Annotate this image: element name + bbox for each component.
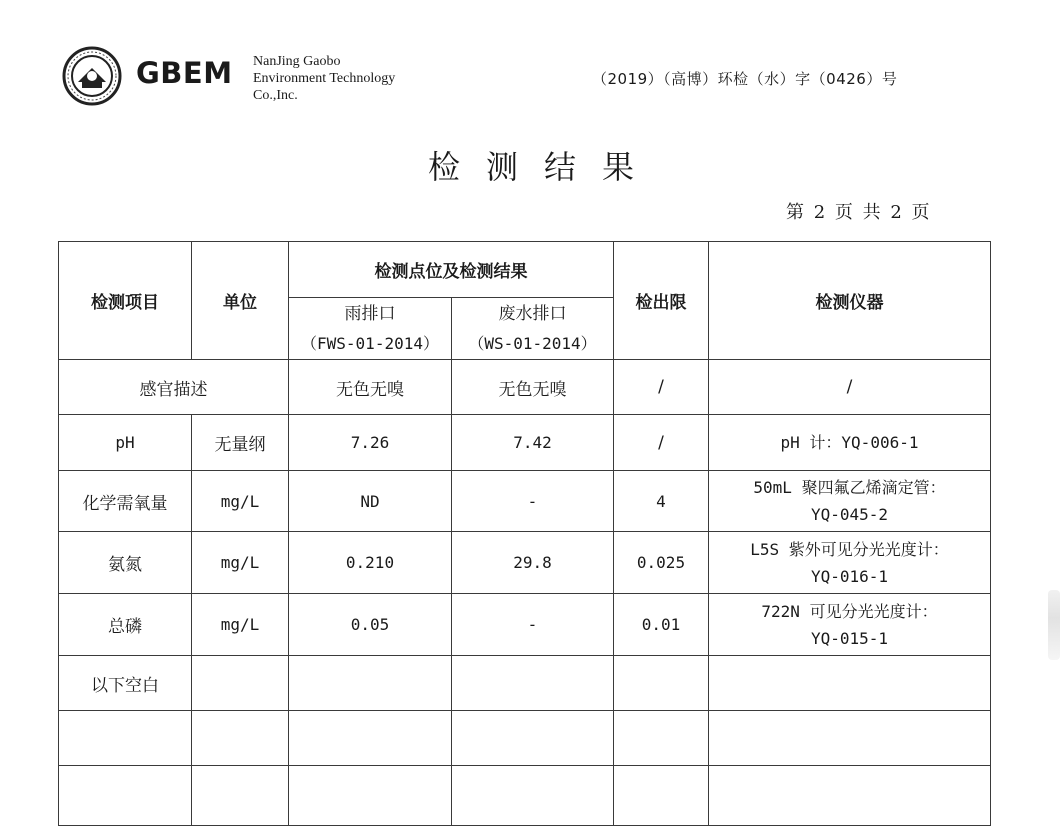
cell-instrument: / xyxy=(709,360,991,415)
header-point-1 xyxy=(289,298,452,360)
header-group: 检测点位及检测结果 xyxy=(289,242,614,298)
empty-cell xyxy=(192,711,289,766)
company-seal-logo xyxy=(62,46,122,106)
page-title: 检测结果 xyxy=(427,148,660,186)
cell-instrument xyxy=(709,415,991,471)
instrument-line: YQ-015-1 xyxy=(810,628,889,648)
header-point-2 xyxy=(452,298,614,360)
point-2-code: （WS-01-2014） xyxy=(468,333,597,353)
empty-cell xyxy=(452,656,614,711)
empty-cell xyxy=(192,766,289,826)
cell-instrument xyxy=(709,471,991,532)
table-row xyxy=(59,711,991,766)
cell-item: 感官描述 xyxy=(59,360,289,415)
cell-point-1: 0.210 xyxy=(289,532,452,594)
empty-cell xyxy=(614,711,709,766)
empty-cell xyxy=(614,656,709,711)
document-number: （2019）（高博）环检（水）字（0426）号 xyxy=(592,70,898,88)
cell-limit: / xyxy=(614,360,709,415)
point-1-code: （FWS-01-2014） xyxy=(301,333,439,353)
cell-limit: 4 xyxy=(614,471,709,532)
table-row xyxy=(59,532,991,594)
cell-point-2: 29.8 xyxy=(452,532,614,594)
empty-cell xyxy=(59,711,192,766)
instrument-line: 50mL 聚四氟乙烯滴定管： xyxy=(753,478,946,497)
table-row xyxy=(59,415,991,471)
cell-unit: 无量纲 xyxy=(192,415,289,471)
instrument-line: L5S 紫外可见分光光度计： xyxy=(750,539,949,559)
empty-cell xyxy=(452,766,614,826)
cell-instrument xyxy=(709,532,991,594)
empty-cell xyxy=(709,656,991,711)
table-row xyxy=(59,656,991,711)
empty-cell xyxy=(192,656,289,711)
cell-unit: mg/L xyxy=(192,594,289,656)
cell-point-2: - xyxy=(452,471,614,532)
point-2-name: 废水排口 xyxy=(498,303,567,324)
cell-limit: 0.01 xyxy=(614,594,709,656)
company-name xyxy=(253,53,395,104)
cell-point-1: 7.26 xyxy=(289,415,452,471)
cell-item: 氨氮 xyxy=(59,532,192,594)
empty-cell xyxy=(709,711,991,766)
header-item: 检测项目 xyxy=(59,242,192,360)
company-line: Environment Technology xyxy=(253,71,396,86)
empty-cell xyxy=(289,711,452,766)
cell-limit: 0.025 xyxy=(614,532,709,594)
cell-point-2: 7.42 xyxy=(452,415,614,471)
scan-artifact xyxy=(1048,590,1060,660)
cell-point-1: 无色无嗅 xyxy=(289,360,452,415)
company-line: Co.,Inc. xyxy=(253,88,298,103)
point-1-name: 雨排口 xyxy=(344,303,396,324)
cell-item: 化学需氧量 xyxy=(59,471,192,532)
cell-point-2: - xyxy=(452,594,614,656)
empty-cell xyxy=(289,656,452,711)
header-row xyxy=(59,242,991,298)
page-indicator: 第 2 页 共 2 页 xyxy=(786,202,932,223)
table-row xyxy=(59,766,991,826)
instrument-line: YQ-045-2 xyxy=(810,505,889,524)
logo-wordmark: GBEM xyxy=(136,56,233,90)
instrument-line: pH 计：YQ-006-1 xyxy=(780,433,919,452)
table-row xyxy=(59,360,991,415)
cell-point-2: 无色无嗅 xyxy=(452,360,614,415)
cell-item: 总磷 xyxy=(59,594,192,656)
cell-instrument xyxy=(709,594,991,656)
cell-item: pH xyxy=(59,415,192,471)
header-unit: 单位 xyxy=(192,242,289,360)
table-row xyxy=(59,594,991,656)
empty-cell xyxy=(709,766,991,826)
empty-cell xyxy=(59,766,192,826)
header-instrument: 检测仪器 xyxy=(709,242,991,360)
empty-cell xyxy=(289,766,452,826)
cell-unit: mg/L xyxy=(192,532,289,594)
cell-unit: mg/L xyxy=(192,471,289,532)
empty-cell xyxy=(452,711,614,766)
instrument-line: 722N 可见分光光度计： xyxy=(761,601,938,621)
company-line: NanJing Gaobo xyxy=(253,54,341,69)
empty-cell xyxy=(614,766,709,826)
cell-point-1: ND xyxy=(289,471,452,532)
results-table xyxy=(58,241,991,826)
cell-blank-note: 以下空白 xyxy=(59,656,192,711)
cell-limit: / xyxy=(614,415,709,471)
cell-point-1: 0.05 xyxy=(289,594,452,656)
table-row xyxy=(59,471,991,532)
instrument-line: YQ-016-1 xyxy=(810,566,889,586)
header-limit: 检出限 xyxy=(614,242,709,360)
